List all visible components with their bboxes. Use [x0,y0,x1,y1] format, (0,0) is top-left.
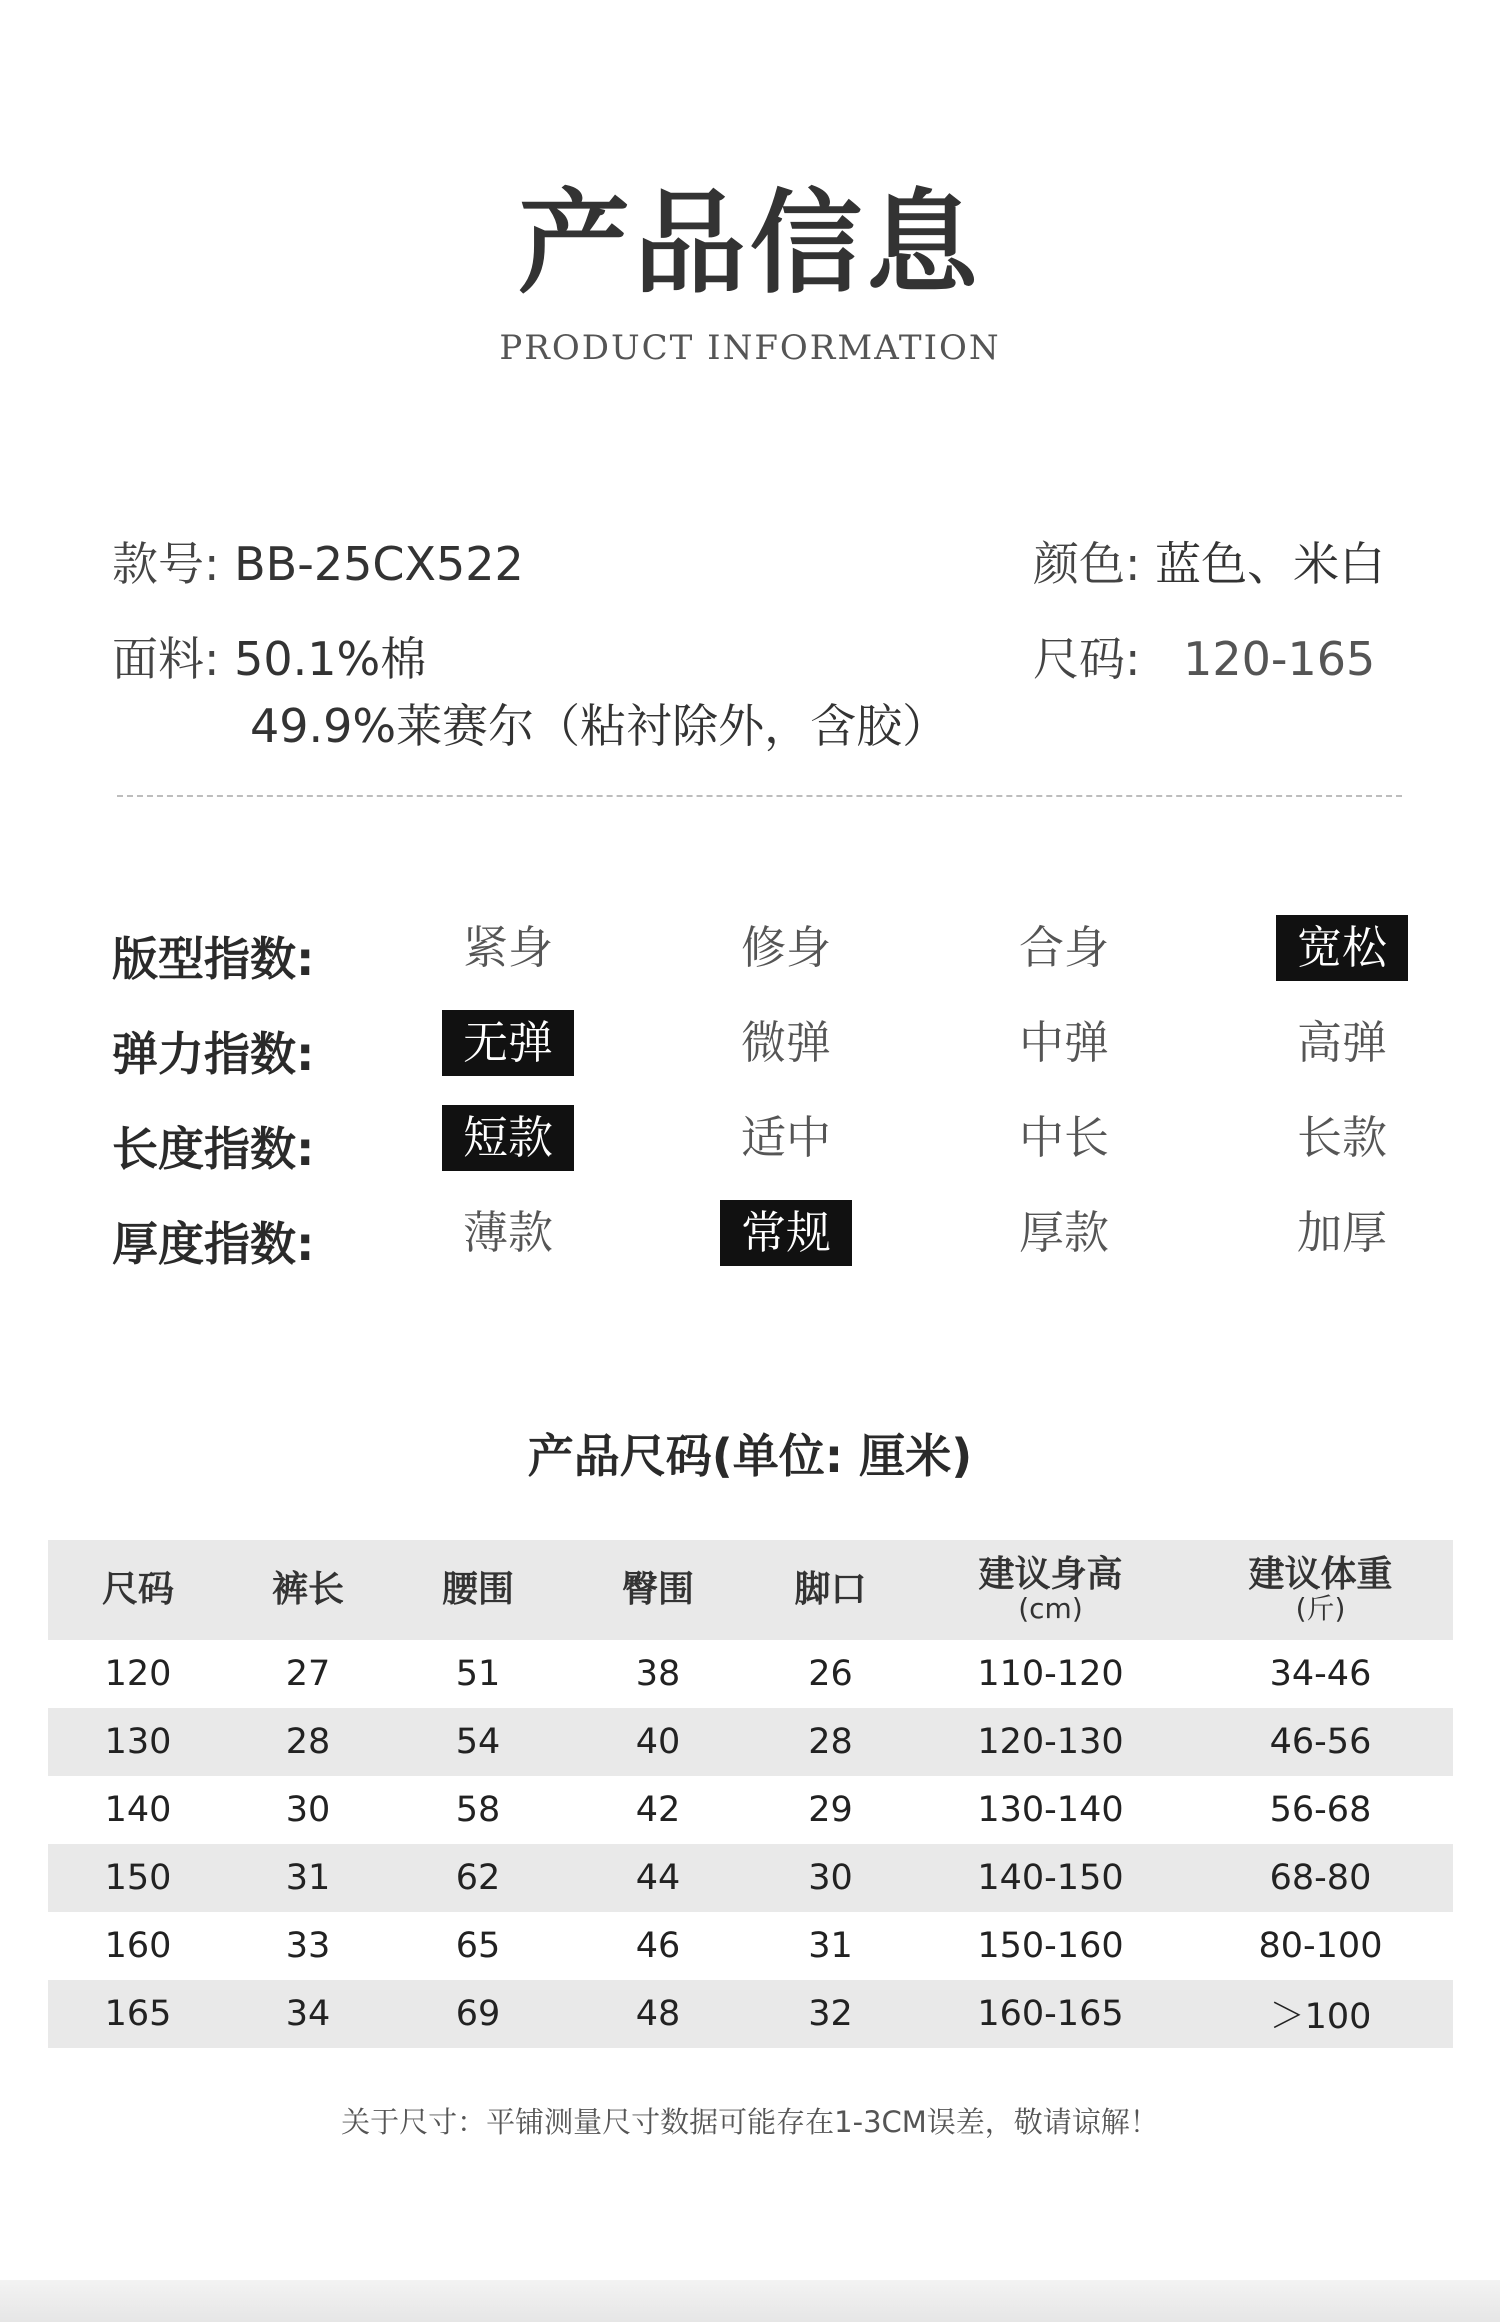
index-option: 中长 [1018,1111,1109,1164]
index-option: 高弹 [1296,1016,1387,1069]
size-table-header [48,1540,1453,1640]
table-cell: 165 [48,1980,228,2048]
table-cell: 160 [104,1926,172,1966]
table-cell: ＞100 [1188,1980,1453,2048]
header-main-text: 建议体重 [1248,1554,1393,1596]
index-option-selected: 常规 [720,1200,852,1266]
bottom-strip [0,2280,1500,2322]
table-cell: 31 [228,1844,388,1912]
header-unit-text: (斤) [1295,1592,1346,1626]
table-cell: 58 [455,1790,501,1830]
index-label: 厚度指数: [112,1217,315,1271]
table-cell: 51 [455,1654,501,1694]
table-cell: 48 [568,1980,748,2048]
table-cell: 29 [808,1790,853,1830]
index-label: 长度指数: [112,1122,315,1176]
size-table-header-cell [748,1540,913,1640]
size-table-header-cell [228,1540,388,1640]
table-cell: 120 [104,1654,172,1694]
header-main-text: 尺码 [101,1569,174,1611]
size-note: 关于尺寸：平铺测量尺寸数据可能存在1-3CM误差，敬请谅解！ [341,2105,1159,2139]
index-label: 版型指数: [112,932,315,986]
table-cell: 30 [285,1790,331,1830]
table-cell: 44 [568,1844,748,1912]
index-option: 厚款 [1018,1206,1109,1259]
table-cell: 30 [748,1844,913,1912]
table-cell: 34-46 [1269,1654,1372,1694]
table-cell: 33 [285,1926,331,1966]
table-cell: 69 [388,1980,568,2048]
table-cell: 140-150 [913,1844,1188,1912]
table-cell: 150 [48,1844,228,1912]
size-table-header-cell [1188,1540,1453,1640]
index-option-selected: 宽松 [1276,915,1408,981]
size-range-label: 尺码: [1033,632,1141,686]
table-cell: 27 [285,1654,331,1694]
header-unit-text: (cm) [1018,1592,1083,1626]
size-table-title: 产品尺码(单位: 厘米) [527,1429,973,1483]
table-cell: 140 [104,1790,172,1830]
page-subtitle: PRODUCT INFORMATION [499,328,1001,368]
table-cell: 65 [455,1926,501,1966]
table-cell: 62 [388,1844,568,1912]
header-main-text: 脚口 [794,1569,867,1611]
table-row [48,1980,1453,2048]
size-table-header-cell [48,1540,228,1640]
index-option-selected: 短款 [442,1105,574,1171]
size-table-header-cell [913,1540,1188,1640]
table-row [48,1708,1453,1776]
header-main-text: 腰围 [441,1569,514,1611]
table-row [48,1640,1453,1708]
fabric-value-line2: 49.9%莱赛尔（粘衬除外，含胶） [250,699,949,753]
size-range-row [1033,623,1375,689]
style-number-value: BB-25CX522 [234,537,524,591]
index-option: 薄款 [462,1206,553,1259]
table-cell: 56-68 [1269,1790,1372,1830]
fabric-label: 面料: [112,632,220,686]
table-cell: 42 [635,1790,681,1830]
fabric-value-line1: 50.1%棉 [234,632,427,686]
dashed-divider [117,795,1402,797]
table-cell: 54 [388,1708,568,1776]
table-cell: 130-140 [977,1790,1124,1830]
index-option: 合身 [1018,921,1109,974]
table-cell: 160-165 [913,1980,1188,2048]
style-number-label: 款号: [112,537,220,591]
header-main-text: 建议身高 [978,1554,1123,1596]
table-cell: 28 [748,1708,913,1776]
table-cell: 150-160 [977,1926,1124,1966]
index-label: 弹力指数: [112,1027,315,1081]
table-cell: 40 [568,1708,748,1776]
table-cell: 80-100 [1258,1926,1383,1966]
table-cell: 32 [748,1980,913,2048]
color-value: 蓝色、米白 [1155,537,1386,591]
size-table-header-cell [568,1540,748,1640]
table-row [48,1844,1453,1912]
page-title: 产品信息 [518,179,982,309]
color-label: 颜色: [1033,537,1141,591]
header-main-text: 裤长 [271,1569,344,1611]
index-option: 长款 [1296,1111,1387,1164]
style-number-row [112,528,524,594]
table-cell: 46 [635,1926,681,1966]
table-cell: 34 [228,1980,388,2048]
index-option: 修身 [740,921,831,974]
table-cell: 110-120 [977,1654,1124,1694]
color-row [1033,528,1385,594]
size-table-header-cell [388,1540,568,1640]
index-option: 中弹 [1018,1016,1109,1069]
table-row [48,1912,1453,1980]
table-cell: 120-130 [913,1708,1188,1776]
index-option: 适中 [740,1111,831,1164]
fabric-row [112,623,426,689]
table-cell: 130 [48,1708,228,1776]
table-cell: 38 [635,1654,681,1694]
index-option-selected: 无弹 [442,1010,574,1076]
table-cell: 28 [228,1708,388,1776]
table-cell: 46-56 [1188,1708,1453,1776]
size-range-value: 120-165 [1183,632,1376,686]
table-row [48,1776,1453,1844]
table-cell: 31 [808,1926,853,1966]
size-table [48,1540,1453,2048]
index-option: 紧身 [462,921,553,974]
table-cell: 26 [808,1654,853,1694]
fabric-row-2 [250,690,948,756]
index-option: 加厚 [1296,1206,1387,1259]
index-option: 微弹 [740,1016,831,1069]
table-cell: 68-80 [1188,1844,1453,1912]
header-main-text: 臀围 [621,1569,694,1611]
